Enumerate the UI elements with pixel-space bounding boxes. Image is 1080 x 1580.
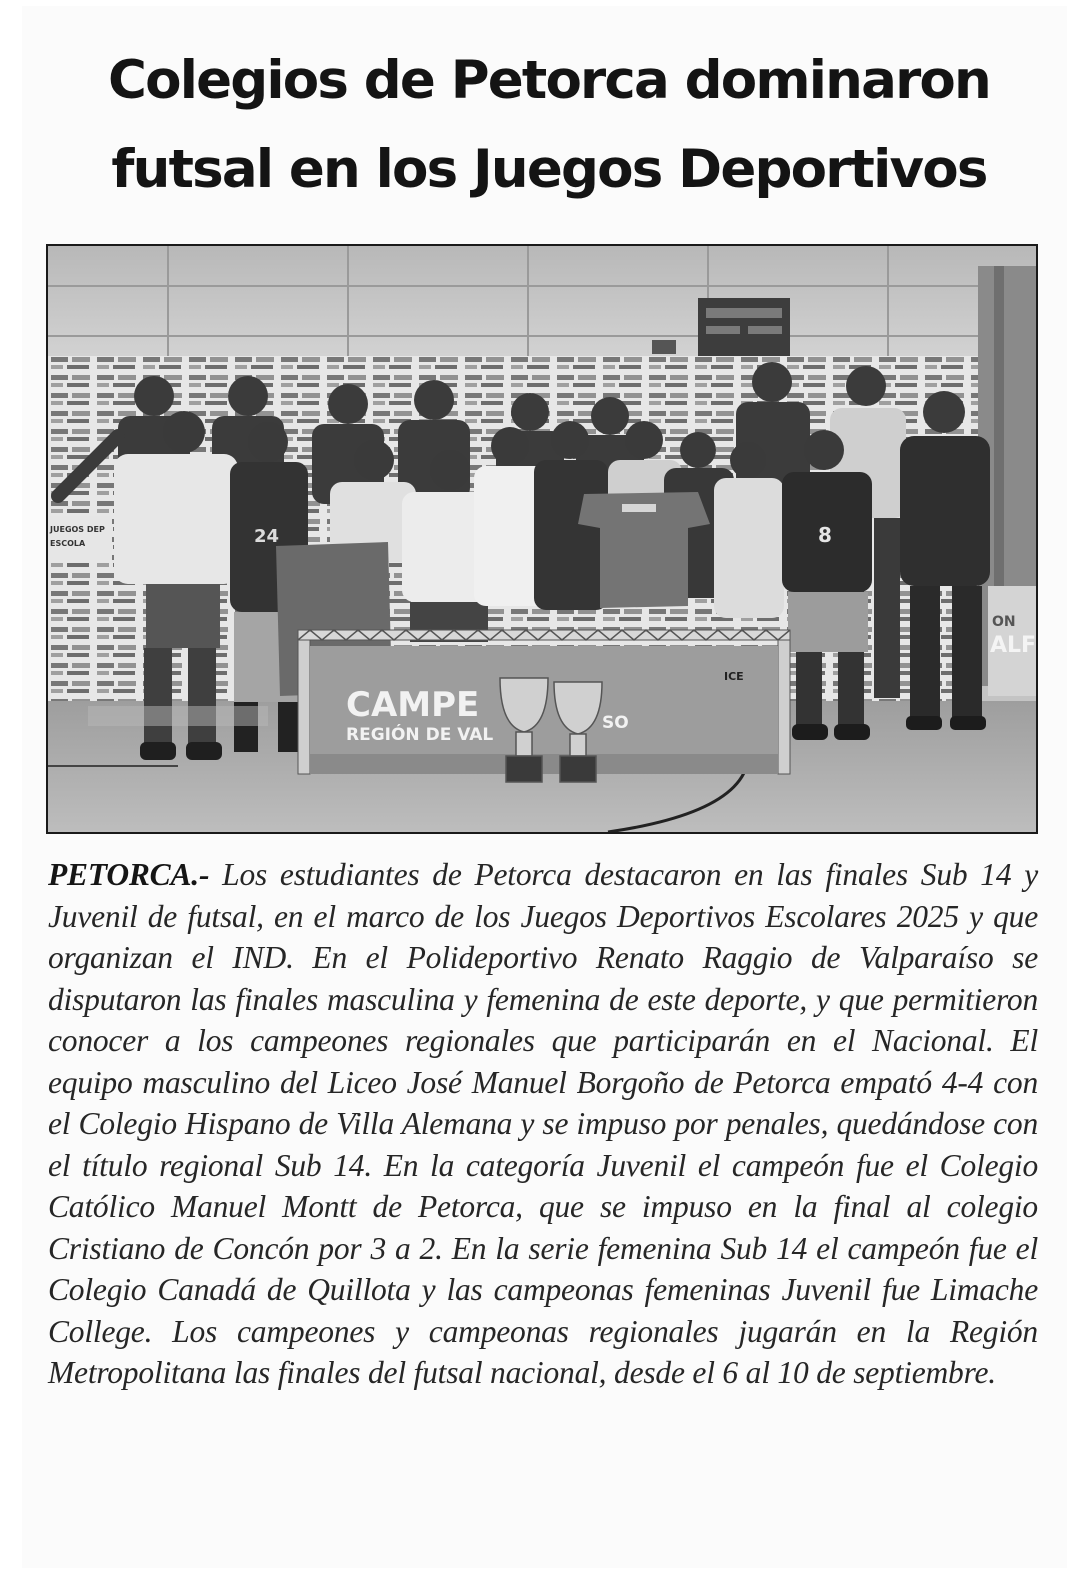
banner-title: CAMPE — [346, 685, 480, 725]
article-headline: Colegios de Petorca dominaron futsal en los Juegos Deportivos — [108, 50, 990, 200]
jersey-number: 24 — [254, 526, 280, 547]
article-body — [48, 854, 1038, 1394]
side-sign-top: ON — [992, 614, 1016, 630]
banner-subtitle: REGIÓN DE VAL — [346, 725, 494, 745]
banner-subtitle-end: SO — [602, 713, 629, 733]
backdrop-left-text: JUEGOS DEP — [50, 525, 105, 534]
newspaper-clipping — [22, 6, 1067, 1568]
article-photo — [46, 244, 1038, 834]
jersey-number: 8 — [818, 523, 832, 547]
backdrop-left-text-2: ESCOLA — [50, 539, 86, 548]
banner-logo: ICE — [724, 670, 744, 683]
side-sign-bottom: ALF — [990, 633, 1036, 658]
article-body-text: Los estudiantes de Petorca destacaron en las finales Sub 14 y Juvenil de futsal, en el marco de los Juegos Deportivos Escolares 2025 y que organizan el IND. En el Polideportivo Renato Raggio de Valparaíso se disputaron las finales masculina y femenina de este deporte, y que permitieron conocer a los campeones regionales que participarán en el Nacional. El equipo masculino del Liceo José Manuel Borgoño de Petorca empató 4-4 con el Colegio Hispano de Villa Alemana y se impuso por penales, quedándose con el título regional Sub 14. En la categoría Juvenil el campeón fue el Colegio Católico Manuel Montt de Petorca, que se impuso en la final al colegio Cristiano de Concón por 3 a 2. En la serie femenina Sub 14 el campeón fue el Colegio Canadá de Quillota y las campeonas femeninas Juvenil fue Limache College. Los campeones y campeonas regionales jugarán en la Región Metropolitana las finales del futsal nacional, desde el 6 al 10 de septiembre. — [48, 857, 1038, 1390]
article-dateline: PETORCA.- — [48, 857, 210, 892]
